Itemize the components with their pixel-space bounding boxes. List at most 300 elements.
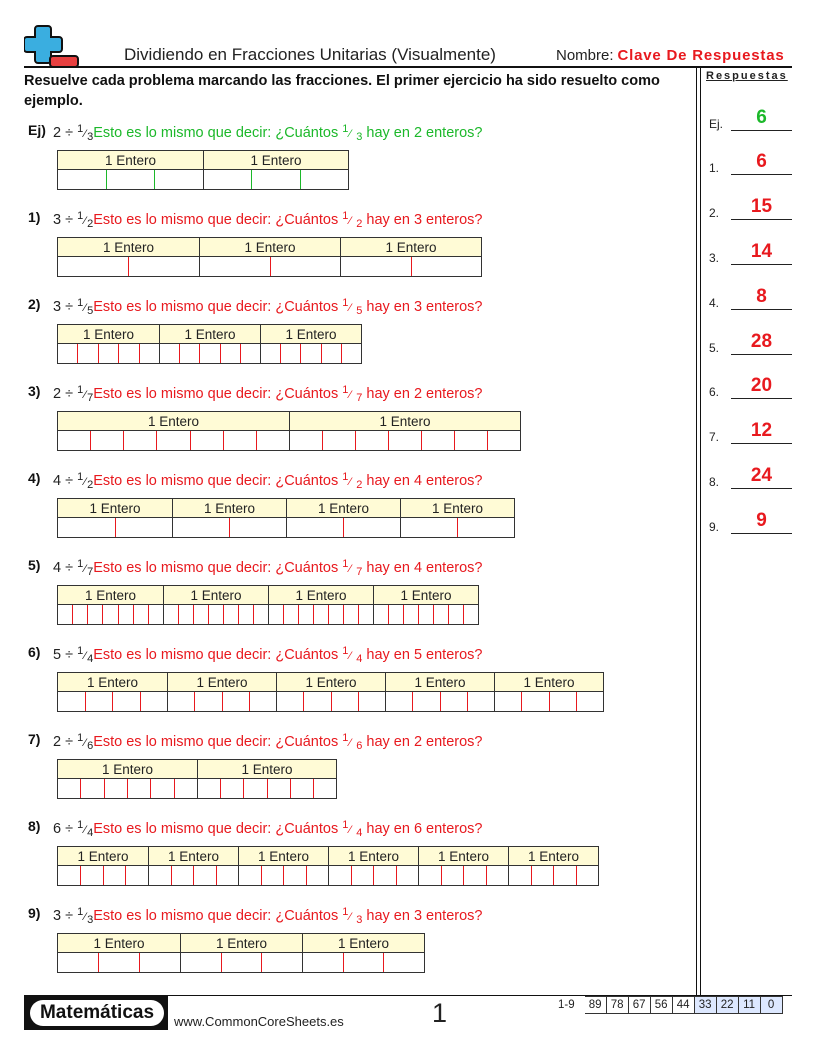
whole-unit	[197, 760, 336, 798]
fraction-part[interactable]	[193, 866, 216, 885]
fraction-part[interactable]	[300, 344, 320, 363]
fraction-part[interactable]	[303, 953, 343, 972]
fraction-part[interactable]	[115, 518, 173, 537]
fraction-part[interactable]	[174, 779, 197, 798]
fraction-part[interactable]	[576, 692, 603, 711]
fraction-parts-row	[149, 866, 238, 885]
fraction-parts-row	[386, 692, 494, 711]
whole-unit	[289, 412, 520, 450]
whole-unit	[494, 673, 603, 711]
fraction-part[interactable]	[487, 431, 520, 450]
fraction-part[interactable]	[87, 605, 102, 624]
fraction-part[interactable]	[418, 605, 433, 624]
fraction-part[interactable]	[549, 692, 576, 711]
fraction-bar	[57, 846, 599, 886]
fraction-bar	[57, 324, 362, 364]
fraction-part[interactable]	[358, 605, 373, 624]
fraction-parts-row	[181, 953, 302, 972]
whole-unit	[286, 499, 400, 537]
fraction-part[interactable]	[433, 605, 448, 624]
answer-row	[709, 375, 792, 399]
fraction-part[interactable]	[467, 692, 494, 711]
fraction-part[interactable]	[576, 866, 599, 885]
name-value: Clave De Respuestas	[617, 47, 785, 64]
question-prefix: Esto es lo mismo que decir: ¿Cuántos	[93, 560, 339, 576]
problem-number: 4)	[28, 470, 41, 486]
fraction-part[interactable]	[173, 518, 229, 537]
problem-number: 5)	[28, 557, 41, 573]
fraction-part[interactable]	[139, 344, 159, 363]
question-suffix: hay en 4 enteros?	[366, 473, 483, 489]
fraction-slash: ⁄	[84, 563, 87, 575]
question-denominator: 2	[356, 218, 363, 230]
fraction-part[interactable]	[328, 605, 343, 624]
fraction-part[interactable]	[148, 605, 163, 624]
dividend: 6	[53, 821, 62, 837]
problem-number: 6)	[28, 644, 41, 660]
fraction-part[interactable]	[343, 953, 384, 972]
fraction-slash: ⁄	[84, 302, 87, 314]
fraction-part[interactable]	[261, 953, 302, 972]
fraction-part[interactable]	[156, 431, 189, 450]
fraction-parts-row	[58, 431, 289, 450]
whole-unit	[268, 586, 373, 624]
answer-value[interactable]: 14	[750, 241, 773, 262]
answer-value[interactable]: 20	[750, 375, 773, 396]
fraction-part[interactable]	[112, 692, 140, 711]
fraction-part[interactable]	[58, 953, 98, 972]
problem-equation	[53, 125, 482, 143]
fraction-part[interactable]	[198, 779, 220, 798]
fraction-part[interactable]	[80, 866, 103, 885]
fraction-part[interactable]	[486, 866, 509, 885]
fraction-part[interactable]	[463, 605, 478, 624]
answer-label: 5.	[709, 341, 720, 355]
fraction-part[interactable]	[412, 692, 439, 711]
fraction-part[interactable]	[58, 779, 80, 798]
fraction-part[interactable]	[229, 518, 286, 537]
fraction-part[interactable]	[261, 866, 284, 885]
whole-label: 1 Entero	[198, 760, 336, 779]
score-cell: 44	[673, 996, 695, 1014]
fraction-part[interactable]	[85, 692, 113, 711]
problem-equation	[53, 647, 482, 665]
fraction-part[interactable]	[448, 605, 463, 624]
answer-row	[709, 420, 792, 444]
score-cell: 0	[761, 996, 783, 1014]
fraction-part[interactable]	[256, 431, 289, 450]
whole-label: 1 Entero	[58, 586, 163, 605]
fraction-part[interactable]	[553, 866, 576, 885]
fraction-parts-row	[168, 692, 276, 711]
question-text	[93, 821, 482, 837]
fraction-parts-row	[374, 605, 478, 624]
fraction-part[interactable]	[58, 605, 72, 624]
fraction-part[interactable]	[521, 692, 548, 711]
fraction-part[interactable]	[457, 518, 514, 537]
question-denominator: 4	[356, 827, 363, 839]
whole-label: 1 Entero	[58, 151, 203, 170]
fraction-part[interactable]	[374, 605, 388, 624]
problem-number: Ej)	[28, 122, 46, 138]
fraction-part[interactable]	[238, 605, 253, 624]
dividend: 4	[53, 473, 62, 489]
answer-label: 7.	[709, 430, 720, 444]
fraction-parts-row	[200, 257, 340, 276]
fraction-part[interactable]	[531, 866, 554, 885]
fraction-parts-row	[58, 605, 163, 624]
fraction-part[interactable]	[104, 779, 127, 798]
whole-label: 1 Entero	[287, 499, 400, 518]
whole-label: 1 Entero	[168, 673, 276, 692]
fraction-part[interactable]	[313, 779, 336, 798]
fraction-part[interactable]	[463, 866, 486, 885]
fraction-part[interactable]	[58, 431, 90, 450]
fraction-part[interactable]	[329, 866, 351, 885]
fraction-denominator: 4	[87, 827, 94, 839]
fraction-part[interactable]	[440, 692, 467, 711]
answer-label: 1.	[709, 161, 720, 175]
whole-unit	[172, 499, 286, 537]
fraction-part[interactable]	[58, 866, 80, 885]
name-field	[556, 47, 784, 64]
fraction-parts-row	[329, 866, 418, 885]
fraction-part[interactable]	[216, 866, 239, 885]
whole-label: 1 Entero	[58, 760, 197, 779]
fraction-part[interactable]	[128, 257, 199, 276]
question-denominator: 2	[356, 479, 363, 491]
fraction-part[interactable]	[396, 866, 419, 885]
question-numerator: 1	[342, 819, 349, 831]
fraction-part[interactable]	[194, 692, 221, 711]
fraction-part[interactable]	[160, 344, 179, 363]
fraction-part[interactable]	[193, 605, 208, 624]
fraction-denominator: 7	[87, 566, 94, 578]
fraction-part[interactable]	[80, 779, 103, 798]
fraction-part[interactable]	[509, 866, 531, 885]
whole-label: 1 Entero	[239, 847, 328, 866]
whole-label: 1 Entero	[341, 238, 481, 257]
fraction-part[interactable]	[199, 344, 219, 363]
question-denominator: 6	[356, 740, 363, 752]
fraction-part[interactable]	[249, 692, 276, 711]
fraction-part[interactable]	[168, 692, 194, 711]
fraction-part[interactable]	[269, 605, 283, 624]
whole-label: 1 Entero	[58, 325, 159, 344]
fraction-slash: ⁄	[84, 215, 87, 227]
fraction-part[interactable]	[331, 692, 358, 711]
fraction-part[interactable]	[313, 605, 328, 624]
fraction-part[interactable]	[401, 518, 457, 537]
fraction-part[interactable]	[179, 344, 199, 363]
question-denominator: 3	[356, 914, 363, 926]
answer-value[interactable]: 6	[756, 151, 767, 172]
dividend: 2	[53, 386, 62, 402]
fraction-part[interactable]	[287, 518, 343, 537]
score-table	[558, 996, 783, 1014]
score-cell: 33	[695, 996, 717, 1014]
fraction-part[interactable]	[133, 605, 148, 624]
whole-unit	[58, 499, 172, 537]
fraction-part[interactable]	[303, 692, 330, 711]
divide-sign-icon: ÷	[65, 908, 74, 924]
fraction-part[interactable]	[358, 692, 385, 711]
whole-label: 1 Entero	[374, 586, 478, 605]
divide-sign-icon: ÷	[65, 821, 74, 837]
fraction-part[interactable]	[298, 605, 313, 624]
question-prefix: Esto es lo mismo que decir: ¿Cuántos	[93, 125, 339, 141]
fraction-part[interactable]	[341, 257, 411, 276]
fraction-part[interactable]	[251, 170, 299, 189]
divide-sign-icon: ÷	[65, 212, 74, 228]
fraction-part[interactable]	[322, 431, 355, 450]
whole-unit	[167, 673, 276, 711]
fraction-bar	[57, 933, 425, 973]
fraction-part[interactable]	[98, 953, 139, 972]
fraction-part[interactable]	[300, 170, 348, 189]
divide-sign-icon: ÷	[65, 386, 74, 402]
fraction-numerator: 1	[77, 297, 84, 309]
answer-value[interactable]: 15	[750, 196, 773, 217]
fraction-part[interactable]	[102, 605, 117, 624]
fraction-part[interactable]	[277, 692, 303, 711]
fraction-part[interactable]	[98, 344, 118, 363]
fraction-part[interactable]	[290, 779, 313, 798]
problem-equation	[53, 560, 482, 578]
fraction-part[interactable]	[388, 605, 403, 624]
fraction-denominator: 6	[87, 740, 94, 752]
whole-unit	[180, 934, 302, 972]
fraction-part[interactable]	[190, 431, 223, 450]
fraction-part[interactable]	[419, 866, 441, 885]
fraction-part[interactable]	[223, 605, 238, 624]
whole-unit	[148, 847, 238, 885]
question-prefix: Esto es lo mismo que decir: ¿Cuántos	[93, 212, 339, 228]
fraction-parts-row	[290, 431, 520, 450]
question-numerator: 1	[342, 732, 349, 744]
answer-value[interactable]: 9	[756, 510, 767, 531]
fraction-part[interactable]	[343, 518, 400, 537]
whole-label: 1 Entero	[58, 673, 167, 692]
fraction-part[interactable]	[495, 692, 521, 711]
fraction-part[interactable]	[388, 431, 421, 450]
fraction-part[interactable]	[164, 605, 178, 624]
answer-value[interactable]: 6	[756, 107, 767, 128]
question-denominator: 7	[356, 566, 363, 578]
fraction-parts-row	[58, 257, 199, 276]
question-numerator: 1	[342, 384, 349, 396]
fraction-part[interactable]	[355, 431, 388, 450]
fraction-part[interactable]	[411, 257, 482, 276]
answer-value[interactable]: 12	[750, 420, 773, 441]
fraction-part[interactable]	[223, 431, 256, 450]
fraction-part[interactable]	[421, 431, 454, 450]
whole-unit	[203, 151, 348, 189]
score-cell: 56	[651, 996, 673, 1014]
question-numerator: 1	[342, 645, 349, 657]
fraction-part[interactable]	[351, 866, 374, 885]
fraction-parts-row	[58, 518, 172, 537]
fraction-parts-row	[261, 344, 361, 363]
score-cell: 22	[717, 996, 739, 1014]
whole-unit	[58, 760, 197, 798]
fraction-part[interactable]	[373, 866, 396, 885]
question-suffix: hay en 4 enteros?	[366, 560, 483, 576]
fraction-part[interactable]	[240, 344, 260, 363]
fraction-parts-row	[509, 866, 598, 885]
answer-value[interactable]: 28	[750, 331, 773, 352]
fraction-parts-row	[287, 518, 400, 537]
fraction-part[interactable]	[220, 779, 243, 798]
fraction-slash: ⁄	[349, 911, 352, 923]
instructions: Resuelve cada problema marcando las fracciones. El primer ejercicio ha sido resuelto como ejemplo.	[24, 73, 660, 109]
fraction-numerator: 1	[77, 558, 84, 570]
fraction-part[interactable]	[403, 605, 418, 624]
fraction-bar	[57, 672, 604, 712]
whole-label: 1 Entero	[277, 673, 385, 692]
question-text	[93, 734, 482, 750]
question-suffix: hay en 3 enteros?	[366, 299, 483, 315]
question-numerator: 1	[342, 471, 349, 483]
question-numerator: 1	[342, 906, 349, 918]
fraction-slash: ⁄	[84, 737, 87, 749]
question-denominator: 7	[356, 392, 363, 404]
answer-line	[731, 443, 792, 444]
answer-line	[731, 488, 792, 489]
whole-unit	[418, 847, 508, 885]
fraction-part[interactable]	[72, 605, 87, 624]
fraction-part[interactable]	[239, 866, 261, 885]
dividend: 3	[53, 908, 62, 924]
whole-unit	[58, 673, 167, 711]
fraction-part[interactable]	[200, 257, 270, 276]
score-cell: 11	[739, 996, 761, 1014]
fraction-part[interactable]	[125, 866, 148, 885]
fraction-slash: ⁄	[349, 476, 352, 488]
whole-label: 1 Entero	[164, 586, 268, 605]
fraction-part[interactable]	[261, 344, 280, 363]
problem-equation	[53, 386, 482, 404]
fraction-part[interactable]	[208, 605, 223, 624]
answer-label: 3.	[709, 251, 720, 265]
fraction-slash: ⁄	[349, 737, 352, 749]
fraction-part[interactable]	[341, 344, 361, 363]
fraction-slash: ⁄	[349, 389, 352, 401]
answer-line	[731, 309, 792, 310]
fraction-part[interactable]	[253, 605, 268, 624]
brand-badge	[24, 996, 168, 1030]
fraction-bar	[57, 150, 349, 190]
fraction-part[interactable]	[171, 866, 194, 885]
fraction-part[interactable]	[58, 344, 77, 363]
whole-label: 1 Entero	[509, 847, 598, 866]
whole-label: 1 Entero	[261, 325, 361, 344]
fraction-bar	[57, 411, 521, 451]
whole-unit	[385, 673, 494, 711]
fraction-part[interactable]	[140, 692, 168, 711]
fraction-part[interactable]	[383, 953, 424, 972]
whole-unit	[58, 412, 289, 450]
dividend: 4	[53, 560, 62, 576]
fraction-part[interactable]	[243, 779, 266, 798]
fraction-part[interactable]	[118, 344, 138, 363]
fraction-parts-row	[204, 170, 348, 189]
whole-label: 1 Entero	[419, 847, 508, 866]
fraction-part[interactable]	[204, 170, 251, 189]
fraction-part[interactable]	[290, 431, 322, 450]
fraction-part[interactable]	[386, 692, 412, 711]
problem-number: 7)	[28, 731, 41, 747]
answer-label: Ej.	[709, 117, 724, 131]
fraction-part[interactable]	[343, 605, 358, 624]
fraction-part[interactable]	[283, 605, 298, 624]
fraction-denominator: 2	[87, 218, 94, 230]
fraction-slash: ⁄	[349, 650, 352, 662]
fraction-slash: ⁄	[84, 824, 87, 836]
fraction-numerator: 1	[77, 471, 84, 483]
fraction-part[interactable]	[139, 953, 180, 972]
fraction-part[interactable]	[58, 692, 85, 711]
whole-unit	[373, 586, 478, 624]
fraction-part[interactable]	[441, 866, 464, 885]
fraction-part[interactable]	[321, 344, 341, 363]
fraction-part[interactable]	[181, 953, 221, 972]
whole-unit	[58, 586, 163, 624]
answer-value[interactable]: 8	[756, 286, 767, 307]
fraction-part[interactable]	[306, 866, 329, 885]
fraction-part[interactable]	[149, 866, 171, 885]
fraction-parts-row	[277, 692, 385, 711]
fraction-part[interactable]	[118, 605, 133, 624]
problem-equation	[53, 734, 482, 752]
fraction-part[interactable]	[280, 344, 300, 363]
fraction-part[interactable]	[58, 257, 128, 276]
whole-unit	[276, 673, 385, 711]
answer-value[interactable]: 24	[750, 465, 773, 486]
question-suffix: hay en 2 enteros?	[366, 125, 483, 141]
fraction-part[interactable]	[77, 344, 97, 363]
fraction-part[interactable]	[123, 431, 156, 450]
fraction-part[interactable]	[267, 779, 290, 798]
fraction-slash: ⁄	[349, 563, 352, 575]
fraction-part[interactable]	[454, 431, 487, 450]
fraction-part[interactable]	[58, 170, 106, 189]
fraction-part[interactable]	[103, 866, 126, 885]
answer-row	[709, 510, 792, 534]
fraction-part[interactable]	[106, 170, 155, 189]
score-cell: 89	[585, 996, 607, 1014]
fraction-part[interactable]	[90, 431, 123, 450]
fraction-part[interactable]	[150, 779, 173, 798]
fraction-part[interactable]	[220, 344, 240, 363]
whole-label: 1 Entero	[200, 238, 340, 257]
fraction-part[interactable]	[154, 170, 203, 189]
fraction-part[interactable]	[222, 692, 249, 711]
fraction-part[interactable]	[178, 605, 193, 624]
question-prefix: Esto es lo mismo que decir: ¿Cuántos	[93, 821, 339, 837]
fraction-part[interactable]	[58, 518, 115, 537]
fraction-part[interactable]	[283, 866, 306, 885]
question-text	[93, 473, 482, 489]
whole-label: 1 Entero	[204, 151, 348, 170]
fraction-numerator: 1	[77, 210, 84, 222]
whole-unit	[328, 847, 418, 885]
fraction-part[interactable]	[270, 257, 341, 276]
divide-sign-icon: ÷	[65, 647, 74, 663]
fraction-part[interactable]	[127, 779, 150, 798]
whole-unit	[159, 325, 260, 363]
fraction-part[interactable]	[221, 953, 262, 972]
